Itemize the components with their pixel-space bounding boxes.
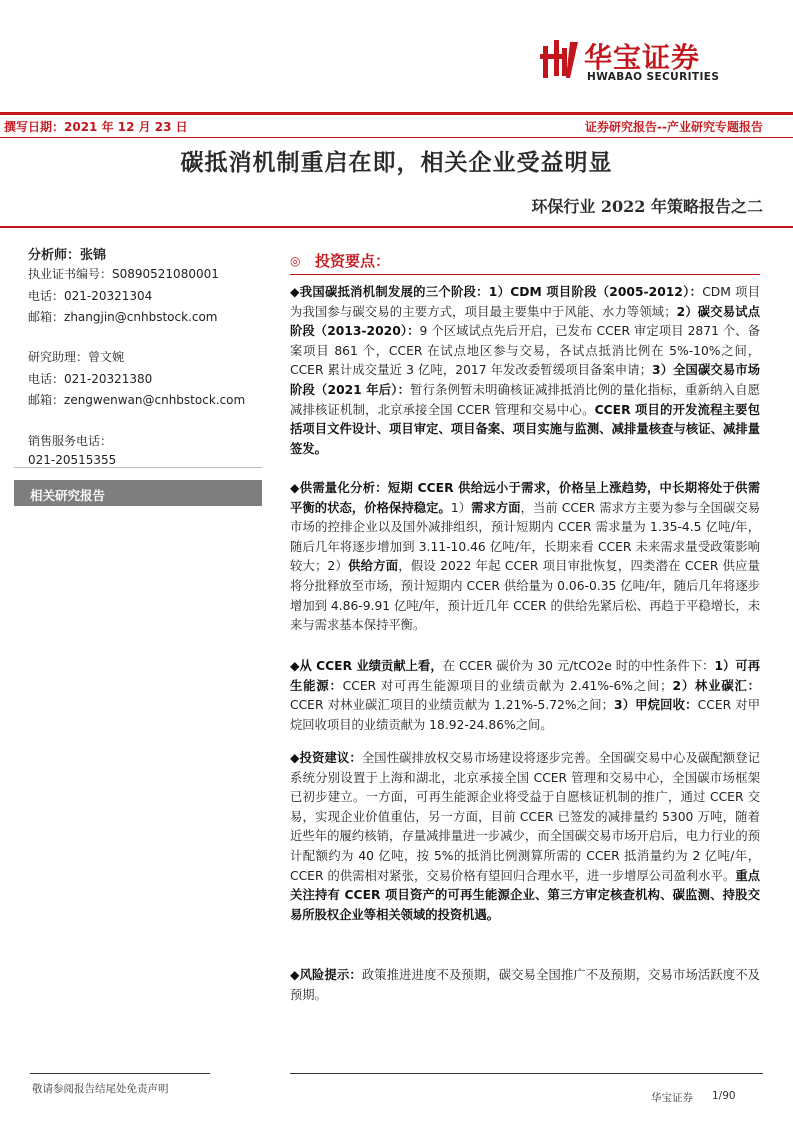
p3-text-1: 在 CCER 碳价为 30 元/tCO2e 时的中性条件下： (442, 659, 715, 673)
report-date: 撰写日期：2021 年 12 月 23 日 (4, 120, 188, 134)
assistant-phone: 电话：021-20321380 (28, 372, 153, 386)
sales-phone: 021-20515355 (28, 453, 117, 467)
report-type: 证券研究报告--产业研究专题报告 (585, 120, 763, 134)
p1-text-1: CDM 项目为我国参与碳交易的主要方式，项目最主要集中于风能、水力等领域； (290, 285, 760, 319)
p4-bold-2: 重点关注持有 CCER 项目资产的可再生能源企业、第三方审定核查机构、碳监测、持股交易所股权企业等相关领域的投资机遇。 (290, 868, 760, 922)
p1-text-3: 暂行条例暂未明确核证减排抵消比例的量化指标，重新纳入自愿减排核证机制，北京承接全国 CCER 管理和交易中心。 (290, 382, 760, 417)
footer-rule-left (30, 1073, 210, 1074)
p1-bold-4: CCER 项目的开发流程主要包括项目文件设计、项目审定、项目备案、项目实施与监测、减排量核查与核证、减排量签发。 (290, 402, 760, 456)
p2-text-2: ，当前 CCER 需求方主要为参与全国碳交易市场的控排企业以及国外减排组织，预计短期内 CCER 需求量为 1.35-4.5 亿吨/年，随后几年将逐步增加到 3.11-10.46 亿吨/年，长期来看 CCER 未来需求量受政策影响较大；2） (290, 500, 760, 574)
report-subtitle: 环保行业 2022 年策略报告之二 (531, 197, 763, 216)
assistant-email[interactable]: zengwenwan@cnhbstock.com (64, 393, 246, 407)
analyst-license: 执业证书编号：S0890521080001 (28, 267, 219, 281)
p3-bold-2: 1）可再生能源： (290, 659, 760, 693)
analyst-email-label: 邮箱： (28, 310, 65, 324)
p5-text-1: 政策推进进度不及预期，碳交易全国推广不及预期，交易市场活跃度不及预期。 (290, 968, 760, 1002)
assistant-name: 研究助理：曾文婉 (28, 350, 125, 364)
report-title: 碳抵消机制重启在即，相关企业受益明显 (180, 149, 613, 176)
p2-text-1: 1） (450, 500, 472, 515)
paragraph-performance-contribution (290, 657, 760, 735)
analyst-email[interactable]: zhangjin@cnhbstock.com (64, 310, 218, 324)
analyst-name: 分析师：张锦 (28, 248, 107, 263)
p3-text-4: CCER 对甲烷回收项目的业绩贡献为 18.92-24.86%之间。 (290, 698, 761, 732)
hwabao-logo-mark-icon (540, 38, 580, 80)
sales-label: 销售服务电话： (28, 434, 113, 448)
paragraph-carbon-offset-stages (290, 283, 760, 459)
p1-bold-3: 3）全国碳交易市场阶段（2021 年后）： (290, 363, 760, 397)
target-icon: ◎ (290, 254, 301, 268)
p2-bold-3: 供给方面 (348, 559, 399, 574)
paragraph-supply-demand (290, 479, 760, 636)
analyst-email-row (28, 308, 217, 325)
paragraph-risk-warning (290, 966, 760, 1005)
p2-bold-1: ◆供需量化分析：短期 CCER 供给远小于需求，价格呈上涨趋势，中长期将处于供需平衡的状态，价格保持稳定。 (290, 481, 760, 515)
p4-text-1: 全国性碳排放权交易市场建设将逐步完善。全国碳交易中心及碳配额登记系统分别设置于上海和湖北，北京承接全国 CCER 管理和交易中心，全国碳市场框架已初步建立。一方面，可再生能源企业将受益于自愿核证机制的推广，通过 CCER 交易，实现企业价值重估，另一方面，目前 CCER 已签发的减排量约 5300 万吨，随着近些年的履约核销，存量减排量进一步减少，而全国碳交易市场开启后，电力行业的预计配额约为 40 亿吨，按 5%的抵消比例测算所需的 CCER 抵消量约为 2 亿吨/年，CCER 的供需相对紧张，交易价格有望回归合理水平，进一步增厚公司盈利水平。 (290, 751, 760, 883)
sidebar-divider (14, 467, 262, 468)
p2-text-3: ，假设 2022 年起 CCER 项目审批恢复，四类潜在 CCER 供应量将分批释放至市场，预计短期内 CCER 供给量为 0.06-0.35 亿吨/年，随后几年将逐步增加到 4.86-9.91 亿吨/年，预计近几年 CCER 的供给先紧后松、再趋于平稳增长，未来与需求基本保持平衡。 (290, 559, 760, 633)
disclaimer-note: 敬请参阅报告结尾处免责声明 (32, 1083, 169, 1095)
footer-rule-right (290, 1073, 763, 1074)
p2-bold-2: 需求方面 (471, 500, 521, 515)
analyst-phone: 电话：021-20321304 (28, 289, 153, 303)
p5-bold-1: ◆风险提示： (290, 968, 362, 982)
p1-bold-2: 2）碳交易试点阶段（2013-2020）： (290, 304, 760, 339)
title-rule (0, 226, 793, 228)
key-points-title: 投资要点： (315, 252, 391, 270)
assistant-email-row (28, 391, 245, 408)
footer-company: 华宝证券 (651, 1092, 693, 1104)
p3-bold-3: 2）林业碳汇： (672, 678, 760, 693)
assistant-email-label: 邮箱： (28, 393, 65, 407)
p3-bold-1: ◆从 CCER 业绩贡献上看， (290, 659, 443, 673)
p3-text-2: CCER 对可再生能源项目的业绩贡献为 2.41%-6%之间； (342, 678, 673, 693)
related-reports-label: 相关研究报告 (30, 488, 106, 503)
p3-text-3: CCER 对林业碳汇项目的业绩贡献为 1.21%-5.72%之间； (290, 698, 614, 713)
p1-text-2: 9 个区域试点先后开启，已发布 CCER 审定项目 2871 个、备案项目 861 个，CCER 在试点地区参与交易，各试点抵消比例在 5%-10%之间，CCER 累计成交量近 3 亿吨，2017 年发改委暂缓项目备案申请； (290, 324, 760, 378)
header-rule (0, 112, 793, 115)
p4-bold-1: ◆投资建议： (290, 751, 362, 765)
key-points-rule (290, 274, 760, 275)
paragraph-investment-advice (290, 749, 760, 925)
page-number: 1/90 (712, 1090, 736, 1102)
header-subrule (0, 137, 793, 138)
company-logo-text: 华宝证券 (584, 41, 701, 74)
company-logo-english: HWABAO SECURITIES (587, 71, 720, 83)
p3-bold-4: 3）甲烷回收： (613, 698, 698, 713)
p1-bold-1: ◆我国碳抵消机制发展的三个阶段：1）CDM 项目阶段（2005-2012）： (290, 285, 703, 299)
